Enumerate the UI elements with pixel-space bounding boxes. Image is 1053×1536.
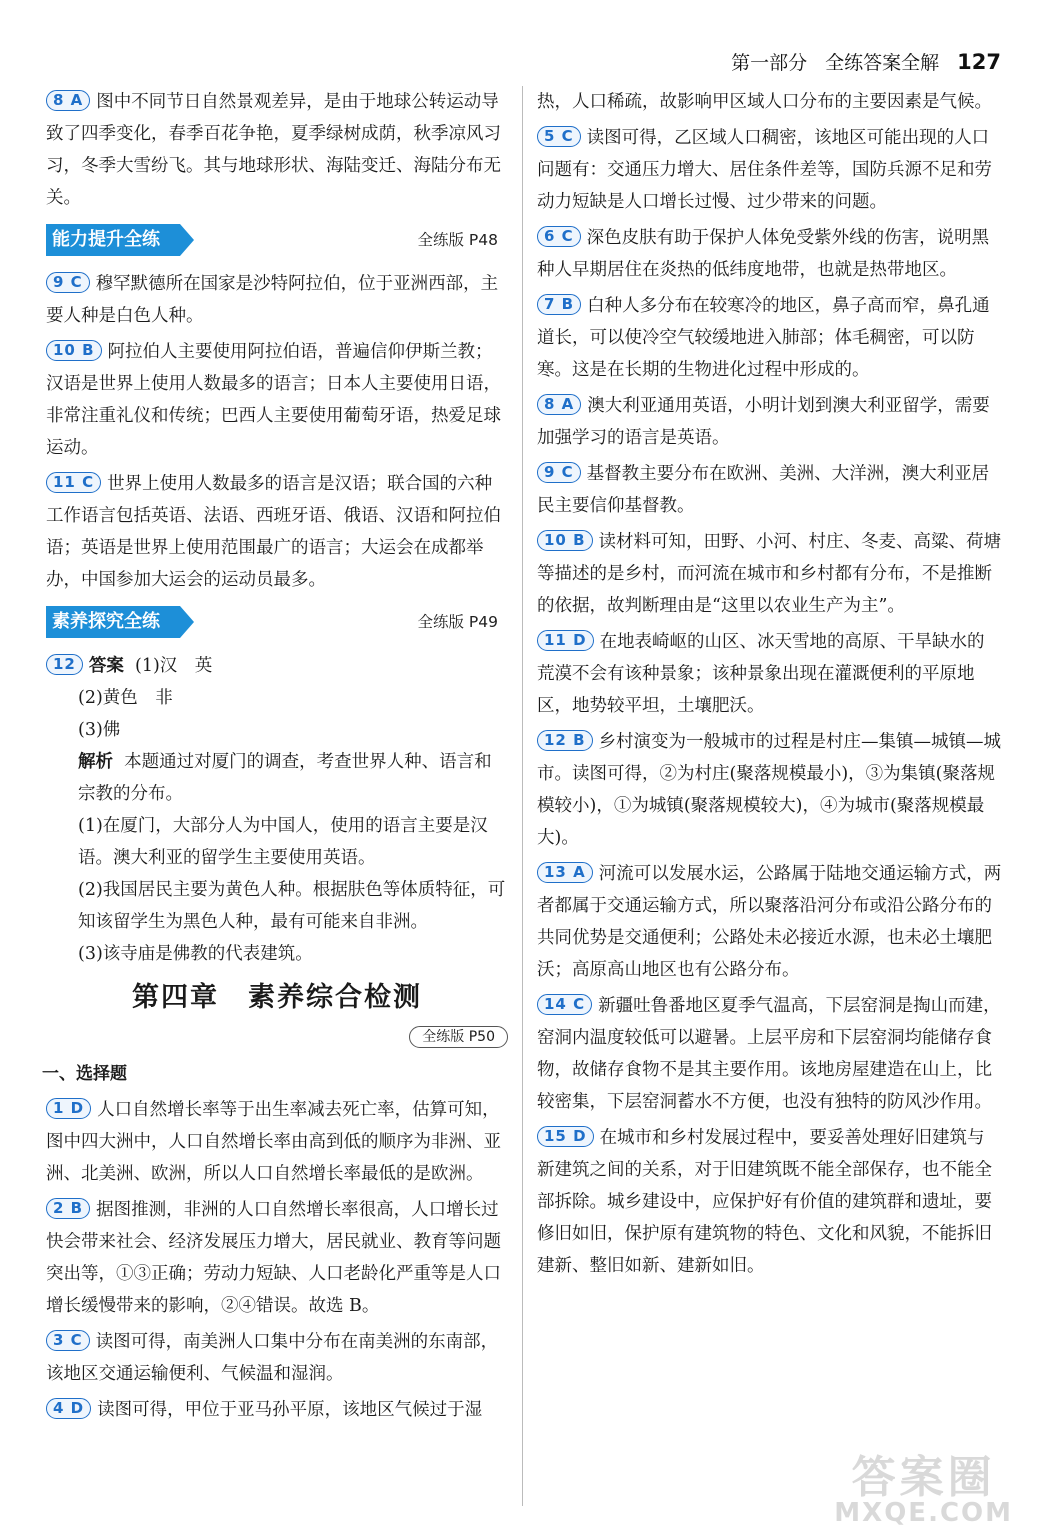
header-section: 第一部分: [731, 52, 808, 74]
answer-text: 新疆吐鲁番地区夏季气温高，下层窑洞是掏山而建，窑洞内温度较低可以避暑。上层平房和下层窑洞均能储存食物，故储存食物不是其主要作用。该地房屋建造在山上，比较密集，下层窑洞蓄水不方便，也没有独特的防风沙作用。: [537, 996, 1001, 1112]
answer-text: 在城市和乡村发展过程中，要妥善处理好旧建筑与新建筑之间的关系，对于旧建筑既不能全部保存，也不能全部拆除。城乡建设中，应保护好有价值的建筑群和遗址，要修旧如旧，保护原有建筑物的特色、文化和风貌，不能拆旧建新、整旧如新、建新如旧。: [537, 1128, 992, 1276]
answer-item: [46, 1094, 508, 1190]
answer-text: 图中不同节日自然景观差异，是由于地球公转运动导致了四季变化，春季百花争艳，夏季绿树成荫，秋季凉风习习，冬季大雪纷飞。其与地球形状、海陆变迁、海陆分布无关。: [46, 92, 501, 208]
answer-item: [537, 1122, 1002, 1282]
section-tag: 素养探究全练: [46, 606, 180, 638]
answer-item: [46, 336, 508, 464]
analysis-text: 本题通过对厦门的调查，考查世界人种、语言和宗教的分布。: [78, 752, 492, 804]
answer-item: [537, 122, 1002, 218]
answer-text: 读材料可知，田野、小河、村庄、冬麦、高粱、荷塘等描述的是乡村，而河流在城市和乡村都有分布，不是推断的依据，故判断理由是“这里以农业生产为主”。: [537, 532, 1002, 616]
answer-item: [537, 626, 1002, 722]
analysis-paragraph: (2)我国居民主要为黄色人种。根据肤色等体质特征，可知该留学生为黑色人种，最有可能来自非洲。: [78, 880, 506, 932]
answer-badge: 8 A: [46, 90, 90, 111]
answer-badge: 10 B: [537, 530, 593, 551]
answer-item: [46, 650, 508, 970]
answer-text: 基督教主要分布在欧洲、美洲、大洋洲，澳大利亚居民主要信仰基督教。: [537, 464, 990, 516]
answer-badge: 12 B: [537, 730, 593, 751]
answer-text: 穆罕默德所在国家是沙特阿拉伯，位于亚洲西部，主要人种是白色人种。: [46, 274, 499, 326]
answer-part: (2)黄色 非: [78, 688, 173, 708]
answer-badge: 7 B: [537, 294, 581, 315]
answer-item: [537, 222, 1002, 286]
answer-badge: 11 C: [46, 472, 101, 493]
page-number: 127: [957, 50, 1001, 74]
answer-item: [537, 458, 1002, 522]
answer-badge: 1 D: [46, 1098, 91, 1119]
analysis-paragraph: (1)在厦门，大部分人为中国人，使用的语言主要是汉语。澳大利亚的留学生主要使用英语。: [78, 816, 488, 868]
answer-text: 白种人多分布在较寒冷的地区，鼻子高而窄，鼻孔通道长，可以使冷空气较缓地进入肺部；体毛稠密，可以防寒。这是在长期的生物进化过程中形成的。: [537, 296, 990, 380]
answer-item: [46, 268, 508, 332]
answer-text: 人口自然增长率等于出生率减去死亡率，估算可知，图中四大洲中，人口自然增长率由高到低的顺序为非洲、亚洲、北美洲、欧洲，所以人口自然增长率最低的是欧洲。: [46, 1100, 501, 1184]
section-ref: 全练版 P49: [417, 613, 498, 631]
answer-label: 答案: [88, 656, 124, 676]
answer-item: [46, 1194, 508, 1322]
answer-badge: 9 C: [46, 272, 90, 293]
answer-badge: 10 B: [46, 340, 102, 361]
right-column: [537, 86, 1002, 1286]
column-divider: [522, 86, 523, 1506]
answer-badge: 12: [46, 654, 83, 675]
answer-part: (3)佛: [78, 720, 121, 740]
answer-text: 世界上使用人数最多的语言是汉语；联合国的六种工作语言包括英语、法语、西班牙语、俄语、汉语和阿拉伯语；英语是世界上使用范围最广的语言；大运会在成都举办，中国参加大运会的运动员最多。: [46, 474, 501, 590]
answer-text: 乡村演变为一般城市的过程是村庄—集镇—城镇—城市。读图可得，②为村庄(聚落规模最小)，③为集镇(聚落规模较小)，①为城镇(聚落规模较大)，④为城市(聚落规模最大)。: [537, 732, 1002, 848]
answer-item: [537, 858, 1002, 986]
section-tag: 能力提升全练: [46, 224, 180, 256]
answer-text: 在地表崎岖的山区、冰天雪地的高原、干旱缺水的荒漠不会有该种景象；该种景象出现在灌溉便利的平原地区，地势较平坦，土壤肥沃。: [537, 632, 985, 716]
answer-text: 澳大利亚通用英语，小明计划到澳大利亚留学，需要加强学习的语言是英语。: [537, 396, 990, 448]
section-header: [46, 606, 508, 638]
analysis-label: 解析: [78, 752, 113, 772]
answer-badge: 6 C: [537, 226, 581, 247]
answer-text: 阿拉伯人主要使用阿拉伯语，普遍信仰伊斯兰教；汉语是世界上使用人数最多的语言；日本人主要使用日语，非常注重礼仪和传统；巴西人主要使用葡萄牙语，热爱足球运动。: [46, 342, 501, 458]
answer-badge: 9 C: [537, 462, 581, 483]
answer-badge: 15 D: [537, 1126, 594, 1147]
header-title: 全练答案全解: [825, 52, 940, 74]
answer-item: [537, 726, 1002, 854]
watermark-top: 答案圈: [851, 1452, 996, 1503]
answer-item: [537, 390, 1002, 454]
page-header: [731, 48, 1001, 75]
watermark-bottom: MXQE.COM: [834, 1498, 1013, 1528]
answer-badge: 8 A: [537, 394, 581, 415]
watermark-logo: [834, 1452, 1013, 1528]
answer-badge: 14 C: [537, 994, 592, 1015]
answer-text: 河流可以发展水运，公路属于陆地交通运输方式，两者都属于交通运输方式，所以聚落沿河分布或沿公路分布的共同优势是交通便利；公路处未必接近水源，也未必土壤肥沃；高原高山地区也有公路分布。: [537, 864, 1002, 980]
answer-text: 读图可得，南美洲人口集中分布在南美洲的东南部，该地区交通运输便利、气候温和湿润。: [46, 1332, 499, 1384]
answer-text: 据图推测，非洲的人口自然增长率很高，人口增长过快会带来社会、经济发展压力增大，居民就业、教育等问题突出等，①③正确；劳动力短缺、人口老龄化严重等是人口增长缓慢带来的影响，②④错误。故选 B。: [46, 1200, 501, 1316]
answer-item: [46, 1326, 508, 1390]
answer-item: [46, 468, 508, 596]
left-column: [42, 86, 508, 1430]
answer-text: 读图可得，甲位于亚马孙平原，该地区气候过于湿: [97, 1400, 483, 1420]
subsection-heading: 一、选择题: [42, 1064, 127, 1084]
section-header: [46, 224, 508, 256]
answer-badge: 2 B: [46, 1198, 90, 1219]
analysis-paragraph: (3)该寺庙是佛教的代表建筑。: [78, 944, 313, 964]
answer-text: 读图可得，乙区域人口稠密，该地区可能出现的人口问题有：交通压力增大、居住条件差等，国防兵源不足和劳动力短缺是人口增长过慢、过少带来的问题。: [537, 128, 992, 212]
answer-badge: 3 C: [46, 1330, 90, 1351]
answer-part: (1)汉 英: [135, 656, 213, 676]
chapter-title: 第四章 素养综合检测: [132, 982, 422, 1013]
answer-badge: 5 C: [537, 126, 581, 147]
answer-text: 深色皮肤有助于保护人体免受紫外线的伤害，说明黑种人早期居住在炎热的低纬度地带，也就是热带地区。: [537, 228, 990, 280]
answer-item: [537, 290, 1002, 386]
answer-item: [46, 86, 508, 214]
answer-badge: 11 D: [537, 630, 594, 651]
answer-item: [46, 1394, 508, 1426]
chapter-ref: 全练版 P50: [409, 1026, 508, 1048]
section-ref: 全练版 P48: [417, 231, 498, 249]
answer-badge: 4 D: [46, 1398, 91, 1419]
answer-badge: 13 A: [537, 862, 593, 883]
answer-item: [537, 526, 1002, 622]
answer-item: [537, 990, 1002, 1118]
answer-continuation: 热，人口稀疏，故影响甲区域人口分布的主要因素是气候。: [537, 92, 992, 112]
